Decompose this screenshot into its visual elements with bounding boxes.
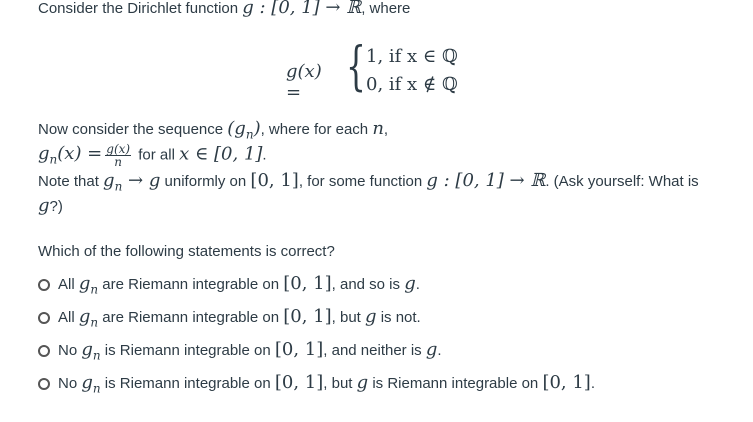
option-label[interactable]: All $g_n$ are Riemann integrable on [0, 1], and so is g. [58, 273, 420, 297]
gn-text: for all [138, 146, 180, 164]
sequence-text-part: , where for each [260, 121, 373, 138]
option-label[interactable]: All $g_n$ are Riemann integrable on [0, 1], but g is not. [58, 306, 421, 330]
radio-button[interactable] [38, 378, 50, 390]
option-label[interactable]: No $g_n$ is Riemann integrable on [0, 1], but g is Riemann integrable on [0, 1]. [58, 372, 596, 396]
note-interval: [0, 1] [250, 170, 299, 191]
intro-function-map: g : [0, 1] → ℝ [242, 0, 362, 18]
gn-fraction: $\frac{g(x)}{n}$ [106, 142, 131, 169]
radio-button[interactable] [38, 279, 50, 291]
option-label[interactable]: No $g_n$ is Riemann integrable on [0, 1], and neither is g. [58, 339, 442, 363]
gn-domain: x ∈ [0, 1] [179, 143, 263, 165]
radio-button[interactable] [38, 345, 50, 357]
option-4[interactable] [38, 372, 595, 396]
question-text: Which of the following statements is correct? [38, 243, 335, 260]
gn-lhs: $g_n(x)$ = [38, 143, 103, 168]
note-gn: $g_n \to g$ [103, 170, 161, 194]
sequence-text [38, 118, 388, 142]
option-3[interactable] [38, 339, 442, 363]
sequence-symbol: $(g_n)$ [227, 118, 261, 142]
sequence-text-part: , [383, 121, 389, 138]
sequence-text-part: Now consider the sequence [38, 121, 228, 138]
gn-definition: $g_n(x)$ = $\frac{g(x)}{n}$ for all x ∈ [0, 1]. [38, 142, 267, 169]
intro-text-part: , where [361, 0, 411, 17]
option-2[interactable] [38, 306, 421, 330]
note-map: g : [0, 1] → ℝ [426, 170, 546, 191]
intro-text [38, 0, 410, 18]
intro-text-part: Consider the Dirichlet function [38, 0, 243, 17]
cases-lhs: g(x) = [286, 61, 322, 103]
cases-brace: { [346, 37, 366, 97]
note-text-line2: g?) [38, 195, 63, 216]
sequence-n: n [372, 118, 384, 139]
note-text: Note that $g_n \to g$ uniformly on [0, 1], for some function g : [0, 1] → ℝ. (Ask yourself: What is [38, 170, 699, 194]
option-1[interactable] [38, 273, 420, 297]
case-rational: 1, if x ∈ ℚ [366, 46, 458, 67]
case-irrational: 0, if x ∉ ℚ [366, 74, 458, 95]
radio-button[interactable] [38, 312, 50, 324]
